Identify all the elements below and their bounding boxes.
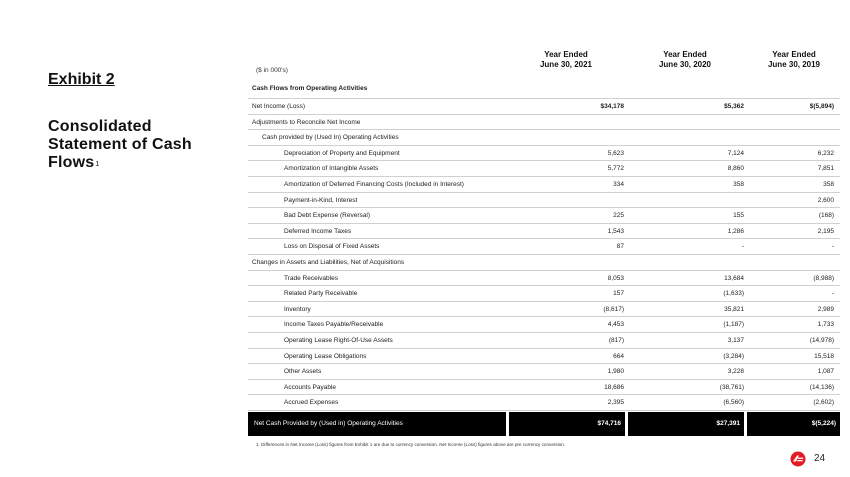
value-2019: 2,600	[817, 196, 834, 204]
row-label: Adjustments to Reconcile Net Income	[252, 118, 361, 126]
column-header-line2: June 30, 2020	[658, 60, 712, 69]
column-header-2020	[630, 50, 740, 70]
value-2021: 334	[613, 180, 624, 188]
section-title: Cash Flows from Operating Activities	[252, 85, 368, 92]
table-row	[248, 364, 840, 380]
value-2020: 13,684	[724, 274, 744, 282]
value-2021: 8,053	[607, 274, 624, 282]
exhibit-title: Exhibit 2	[48, 71, 115, 88]
value-2020: $5,362	[724, 103, 744, 110]
value-2020: 155	[733, 212, 744, 220]
row-label: Trade Receivables	[284, 274, 338, 282]
table-row	[248, 177, 840, 193]
table-row	[248, 255, 840, 271]
row-label: Operating Lease Obligations	[284, 352, 367, 360]
value-2019: 7,851	[817, 165, 834, 173]
value-2020: -	[741, 243, 744, 251]
table-row	[248, 193, 840, 209]
value-2021: (817)	[608, 336, 624, 344]
page-number: 24	[814, 453, 826, 464]
value-2020: (6,560)	[723, 399, 744, 407]
table-row	[248, 317, 840, 333]
value-2019: (14,136)	[809, 383, 834, 391]
value-2021: 4,453	[607, 321, 624, 329]
row-label: Other Assets	[284, 368, 322, 376]
value-2019: (168)	[818, 212, 834, 220]
value-2020: (3,284)	[723, 352, 744, 360]
value-2021: 2,395	[607, 399, 624, 407]
value-2019: 15,518	[814, 352, 834, 360]
column-header-line1: Year Ended	[544, 50, 588, 59]
value-2021: 225	[613, 212, 624, 220]
value-2019: 2,989	[817, 305, 834, 313]
value-2020: 1,286	[727, 227, 744, 235]
total-row	[248, 412, 840, 436]
statement-subtitle	[48, 118, 233, 172]
row-label: Accounts Payable	[284, 383, 337, 391]
total-value-2019: $(5,224)	[747, 412, 840, 436]
table-row	[248, 395, 840, 411]
row-label: Net Income (Loss)	[252, 103, 306, 110]
column-header-line1: Year Ended	[663, 50, 707, 59]
table-row	[248, 161, 840, 177]
row-label: Operating Lease Right-Of-Use Assets	[284, 336, 393, 344]
units-note: ($ in 000's)	[256, 67, 288, 74]
value-2020: 3,228	[727, 368, 744, 376]
cash-flow-table	[248, 79, 840, 411]
value-2021: 5,772	[607, 165, 624, 173]
value-2021: 664	[613, 352, 624, 360]
value-2019: 2,195	[817, 227, 834, 235]
value-2020: 35,821	[724, 305, 744, 313]
row-label: Income Taxes Payable/Receivable	[284, 321, 384, 329]
value-2021: 1,543	[607, 227, 624, 235]
row-label: Related Party Receivable	[284, 290, 358, 298]
table-row	[248, 115, 840, 131]
section-header-row	[248, 79, 840, 99]
value-2019: (2,602)	[813, 399, 834, 407]
value-2019: (14,978)	[809, 336, 834, 344]
total-value-2020: $27,391	[628, 412, 744, 436]
row-label: Amortization of Deferred Financing Costs (Included in Interest)	[284, 180, 464, 188]
table-row	[248, 302, 840, 318]
value-2021: (8,617)	[603, 305, 624, 313]
table-row	[248, 130, 840, 146]
table-row	[248, 271, 840, 287]
table-row	[248, 146, 840, 162]
footnote-marker: 1	[95, 161, 100, 168]
value-2021: 87	[616, 243, 624, 251]
column-header-line2: June 30, 2019	[767, 60, 821, 69]
row-label: Cash provided by (Used In) Operating Activities	[262, 134, 399, 142]
table-row	[248, 224, 840, 240]
value-2020: 3,137	[727, 336, 744, 344]
value-2020: 7,124	[727, 149, 744, 157]
column-header-line2: June 30, 2021	[539, 60, 593, 69]
value-2020: 8,860	[727, 165, 744, 173]
table-row	[248, 239, 840, 255]
row-label: Payment-in-Kind, Interest	[284, 196, 358, 204]
value-2021: 1,980	[607, 368, 624, 376]
value-2019: (8,988)	[813, 274, 834, 282]
total-label: Net Cash Provided by (Used in) Operating Activities	[248, 412, 506, 436]
value-2019: 6,232	[817, 149, 834, 157]
subtitle-text: Consolidated Statement of Cash Flows	[48, 118, 192, 171]
column-header-line1: Year Ended	[772, 50, 816, 59]
table-row	[248, 333, 840, 349]
value-2020: 358	[733, 180, 744, 188]
value-2020: (38,761)	[719, 383, 744, 391]
total-value-2021: $74,716	[509, 412, 625, 436]
value-2019: $(5,894)	[809, 103, 834, 110]
value-2021: 5,623	[607, 149, 624, 157]
value-2021: $34,178	[600, 103, 624, 110]
table-row	[248, 286, 840, 302]
table-row	[248, 349, 840, 365]
column-header-2019	[739, 50, 849, 70]
row-label: Deferred Income Taxes	[284, 227, 352, 235]
value-2019: -	[831, 290, 834, 298]
value-2019: -	[831, 243, 834, 251]
row-label: Changes in Assets and Liabilities, Net of Acquisitions	[252, 258, 405, 266]
value-2019: 1,087	[817, 368, 834, 376]
table-row	[248, 99, 840, 115]
value-2020: (1,187)	[723, 321, 744, 329]
row-label: Depreciation of Property and Equipment	[284, 149, 400, 157]
footnote: 1. Differences in Net Income (Loss) figures from Exhibit 1 are due to currency conversion. Net Income (Loss) figures above are pre currency conversion.	[256, 442, 566, 447]
row-label: Accrued Expenses	[284, 399, 339, 407]
row-label: Loss on Disposal of Fixed Assets	[284, 243, 380, 251]
value-2020: (1,633)	[723, 290, 744, 298]
table-row	[248, 380, 840, 396]
value-2019: 1,733	[817, 321, 834, 329]
column-header-2021	[511, 50, 621, 70]
row-label: Bad Debt Expense (Reversal)	[284, 212, 370, 220]
value-2019: 358	[823, 180, 834, 188]
row-label: Inventory	[284, 305, 311, 313]
company-logo-icon	[790, 451, 806, 467]
value-2021: 157	[613, 290, 624, 298]
row-label: Amortization of Intangible Assets	[284, 165, 379, 173]
table-row	[248, 208, 840, 224]
value-2021: 18,686	[604, 383, 624, 391]
